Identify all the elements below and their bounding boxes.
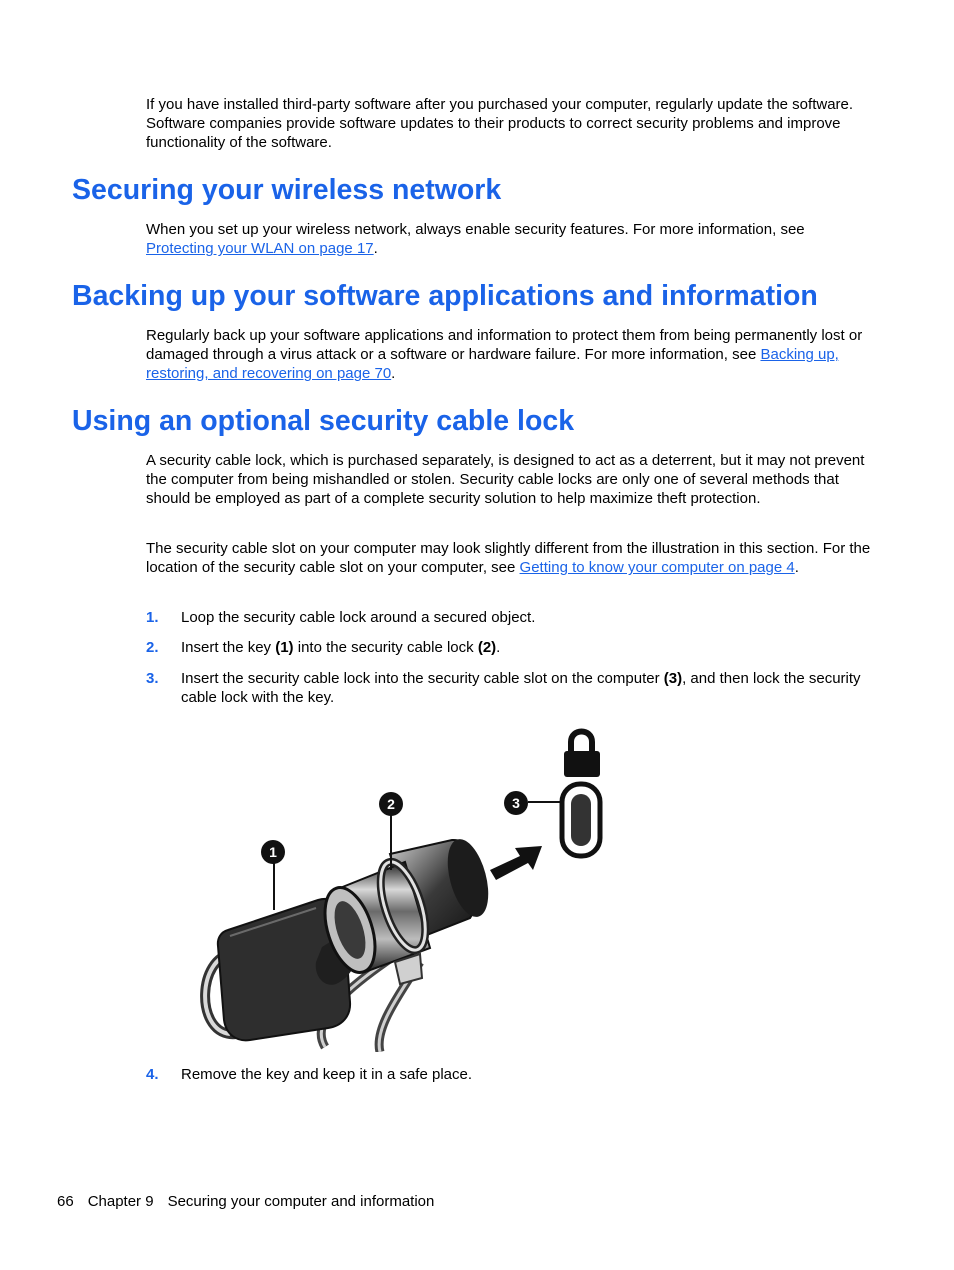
step-callout-ref: (1) xyxy=(275,639,294,656)
step-text: Remove the key and keep it in a safe place. xyxy=(181,1066,473,1083)
heading-wireless: Securing your wireless network xyxy=(72,174,502,206)
backup-after: . xyxy=(391,365,396,383)
chapter-title: Securing your computer and information xyxy=(167,1193,435,1210)
step-text xyxy=(181,669,871,707)
callout-label: 3 xyxy=(512,795,520,811)
step-text xyxy=(181,638,871,657)
callout-1 xyxy=(261,840,285,864)
step-text-part: . xyxy=(496,639,501,656)
step-text-part: , and then lock the security cable lock with the key. xyxy=(181,670,861,707)
step-text: Loop the security cable lock around a secured object. xyxy=(181,609,536,626)
page-number: 66 xyxy=(57,1193,74,1210)
callout-label: 2 xyxy=(387,796,395,812)
security-slot xyxy=(562,784,600,856)
step-callout-ref: (3) xyxy=(663,670,683,687)
link-backing-up[interactable]: Backing up, restoring, and recovering on page 70 xyxy=(146,346,839,383)
page-footer xyxy=(57,1192,448,1211)
callout-2 xyxy=(379,792,403,816)
callout-3 xyxy=(504,791,528,815)
para2-after: . xyxy=(794,559,799,577)
padlock-icon xyxy=(564,732,600,778)
insert-arrow-icon xyxy=(490,846,542,880)
cable-lock-illustration xyxy=(190,722,610,1052)
link-getting-to-know[interactable]: Getting to know your computer on page 4 xyxy=(519,559,795,577)
cable-lock-paragraph-2 xyxy=(146,539,871,577)
para2-text: The security cable slot on your computer may look slightly different from the illustration in this section. For the location of the security cable slot on your computer, see xyxy=(146,540,871,577)
callout-label: 1 xyxy=(269,844,277,860)
wireless-after: . xyxy=(373,240,378,258)
cable-lock-paragraph-1: A security cable lock, which is purchased separately, is designed to act as a deterrent, but it may not prevent the computer from being mishandled or stolen. Security cable locks are only one of several methods that should be employed as part of a complete security solution to help maximize theft protection. xyxy=(146,452,865,508)
step-text-part: into the security cable lock xyxy=(293,639,478,656)
step-number: 4. xyxy=(146,1066,159,1083)
backup-text: Regularly back up your software applications and information to protect them from being permanently lost or damaged through a virus attack or a software or hardware failure. For more information, see xyxy=(146,327,863,364)
link-protecting-wlan[interactable]: Protecting your WLAN on page 17 xyxy=(146,240,374,258)
backup-paragraph xyxy=(146,326,871,384)
step-number: 1. xyxy=(146,609,159,626)
step-text-part: Insert the security cable lock into the security cable slot on the computer xyxy=(181,670,664,687)
chapter-label: Chapter 9 xyxy=(87,1193,154,1210)
step-callout-ref: (2) xyxy=(477,639,497,656)
heading-backup: Backing up your software applications and information xyxy=(72,280,818,312)
step-text-part: Insert the key xyxy=(181,639,276,656)
step-number: 2. xyxy=(146,639,159,656)
step-number: 3. xyxy=(146,670,159,687)
wireless-text: When you set up your wireless network, always enable security features. For more information, see xyxy=(146,221,805,238)
heading-cable-lock: Using an optional security cable lock xyxy=(72,405,575,437)
wireless-paragraph xyxy=(146,220,871,258)
lock-body xyxy=(315,835,495,984)
intro-paragraph: If you have installed third-party software after you purchased your computer, regularly update the software. Software companies provide software updates to their products to correct security problems and improve functionality of the software. xyxy=(146,96,854,152)
